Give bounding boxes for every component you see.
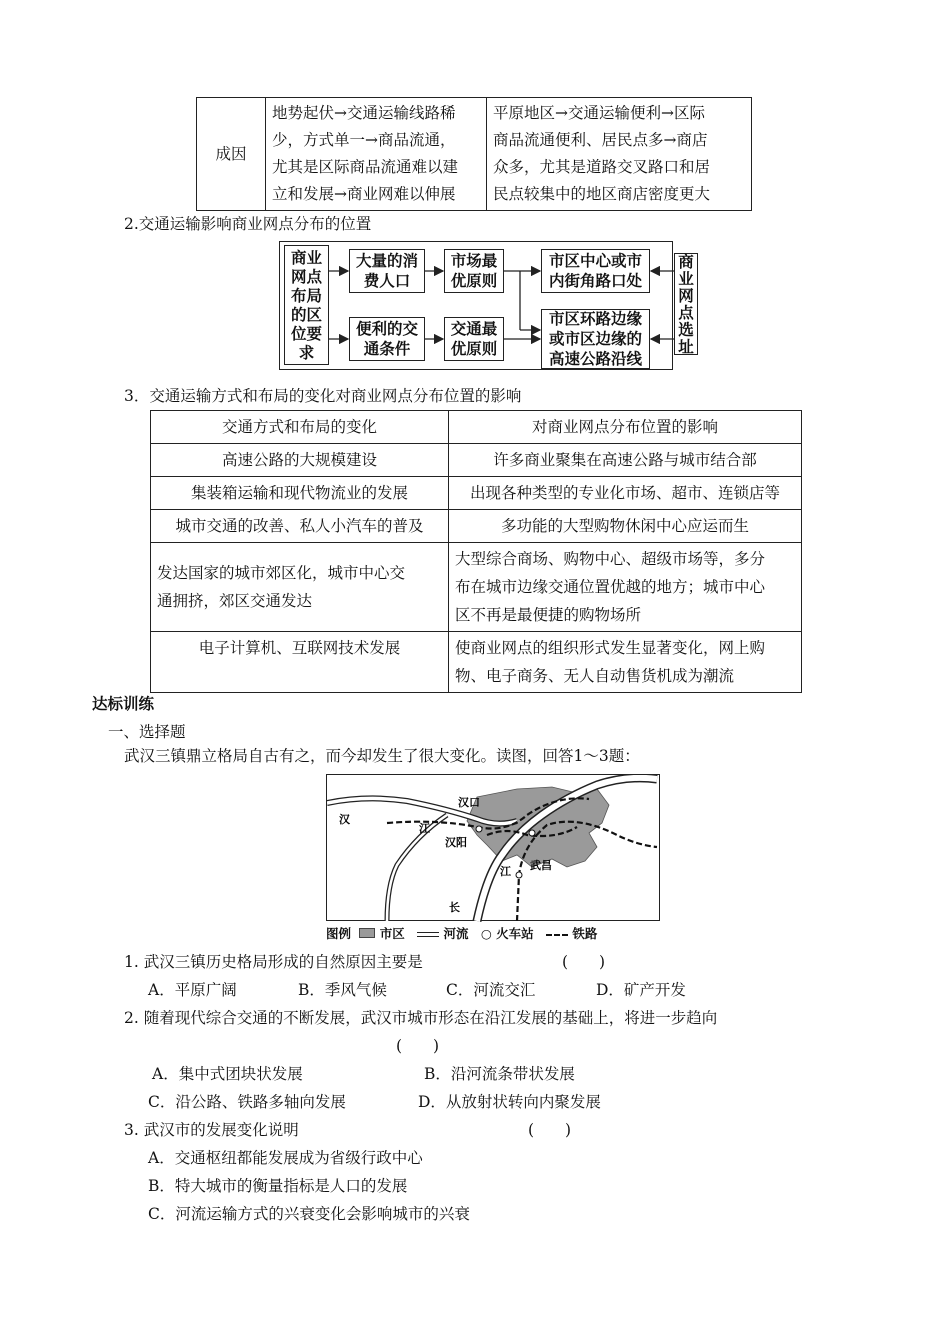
text-line: 商品流通便利、居民点多→商店 [493,131,708,149]
text-line: 位要 [290,324,322,343]
q2-option-b[interactable]: B．沿河流条带状发展 [424,1065,575,1083]
question-3-blank[interactable]: ( ) [528,1121,572,1139]
question-intro: 武汉三镇鼎立格局自古有之，而今却发生了很大变化。读图，回答1～3题： [124,747,640,765]
flow-arrows [0,0,950,400]
map-drawing [327,775,661,922]
question-2-stem: 2. 随着现代综合交通的不断发展，武汉市城市形态在沿江发展的基础上，将进一步趋向 [124,1009,718,1027]
section-heading-2: 2.交通运输影响商业网点分布的位置 [124,215,372,233]
table-cell: 多功能的大型购物休闲中心应运而生 [449,510,802,543]
text-line: 通条件 [363,339,411,358]
text-line: 业 [678,269,694,288]
text-line: 大型综合商场、购物中心、超级市场等，多分 [455,550,766,568]
text-line: 网点 [290,267,322,286]
impact-table [150,410,802,693]
text-line: 发达国家的城市郊区化，城市中心交 [157,564,406,582]
part-heading: 一、选择题 [108,723,186,741]
station-swatch-icon: ○ [480,926,492,941]
label-jiang-2: 江 [500,865,511,878]
text-line: 少，方式单一→商品流通， [272,131,456,149]
legend-title: 图例 [326,926,352,941]
text-line: 区不再是最便捷的购物场所 [455,606,642,624]
text-line: 布在城市边缘交通位置优越的地方；城市中心 [455,578,766,596]
text-line: 市区环路边缘 [548,309,642,328]
table-cell: 城市交通的改善、私人小汽车的普及 [151,510,449,543]
text-line: 民点较集中的地区商店密度更大 [493,185,711,203]
text-line: 市区中心或市 [548,251,642,270]
label-han: 汉 [339,813,350,826]
table-header: 对商业网点分布位置的影响 [449,411,802,444]
table-cell [449,543,802,632]
text-line: 费人口 [363,271,411,290]
table-cell: 集装箱运输和现代物流业的发展 [151,477,449,510]
urban-swatch-icon [359,928,375,938]
text-line: 通拥挤，郊区交通发达 [157,592,313,610]
text-line: 高速公路沿线 [548,349,642,368]
text-line: 众多，尤其是道路交叉路口和居 [493,158,711,176]
q3-option-a[interactable]: A．交通枢纽都能发展成为省级行政中心 [148,1149,423,1167]
table-cell [449,632,802,693]
q1-option-d[interactable]: D．矿产开发 [596,981,686,999]
table-header: 交通方式和布局的变化 [151,411,449,444]
text-line: 市场最 [450,251,498,270]
text-line: 优原则 [450,271,498,290]
text-line: 地势起伏→交通运输线路稀 [272,104,456,122]
q2-option-d[interactable]: D．从放射状转向内聚发展 [418,1093,601,1111]
table-cell [151,632,449,693]
text-line: 商业 [290,248,322,267]
label-chang: 长 [449,901,460,914]
text-line: 布局 [290,286,322,305]
cause-label: 成因 [197,98,266,211]
text-line: 点 [678,303,694,322]
wuhan-map [326,774,660,921]
question-2-blank[interactable]: ( ) [396,1037,440,1055]
q3-option-c[interactable]: C．河流运输方式的兴衰变化会影响城市的兴衰 [148,1205,470,1223]
legend-railway: 铁路 [572,926,598,941]
legend-river: 河流 [443,926,469,941]
text-line: 或市区边缘的 [548,329,642,348]
tributary-inner [387,815,447,921]
table-cell: 许多商业聚集在高速公路与城市结合部 [449,444,802,477]
text-line: 商 [678,252,694,271]
river-swatch-icon [417,932,439,937]
station-icon [516,872,522,878]
station-icon [476,826,482,832]
q3-option-b[interactable]: B．特大城市的衡量指标是人口的发展 [148,1177,408,1195]
label-hanyang: 汉阳 [445,836,467,849]
text-line: 址 [678,337,694,356]
table-cell [151,543,449,632]
text-line: 尤其是区际商品流通难以建 [272,158,459,176]
q2-option-a[interactable]: A．集中式团块状发展 [152,1065,303,1083]
q1-option-b[interactable]: B．季风气候 [298,981,387,999]
question-1-blank[interactable]: ( ) [562,953,606,971]
label-jiang: 江 [419,822,430,835]
legend-urban: 市区 [379,926,405,941]
question-3-stem: 3. 武汉市的发展变化说明 [124,1121,299,1139]
text-line: 便利的交 [355,319,418,338]
q1-option-c[interactable]: C．河流交汇 [446,981,536,999]
table-cell: 高速公路的大规模建设 [151,444,449,477]
q1-option-a[interactable]: A．平原广阔 [148,981,237,999]
text-line: 选 [678,320,694,339]
railway-swatch-icon [546,934,568,936]
text-line: 交通最 [450,319,498,338]
text-line: 立和发展→商业网难以伸展 [272,185,456,203]
text-line: 物、电子商务、无人自动售货机成为潮流 [455,667,735,685]
training-title: 达标训练 [92,695,155,713]
question-1-stem: 1. 武汉三镇历史格局形成的自然原因主要是 [124,953,423,971]
map-legend [326,924,597,942]
q2-option-c[interactable]: C．沿公路、铁路多轴向发展 [148,1093,346,1111]
text-line: 内街角路口处 [548,271,642,290]
text-line: 平原地区→交通运输便利→区际 [493,104,705,122]
text-line: 使商业网点的组织形式发生显著变化，网上购 [455,639,766,657]
text-line: 求 [298,343,315,362]
table-cell: 出现各种类型的专业化市场、超市、连锁店等 [449,477,802,510]
text-line: 电子计算机、互联网技术发展 [198,639,401,657]
label-wuchang: 武昌 [530,859,552,872]
legend-station: 火车站 [496,926,534,941]
text-line: 的区 [290,305,322,324]
station-icon [529,830,535,836]
text-line: 优原则 [450,339,498,358]
text-line: 大量的消 [355,251,418,270]
section-heading-3: 3．交通运输方式和布局的变化对商业网点分布位置的影响 [124,387,522,405]
text-line: 网 [678,286,694,305]
label-hankou: 汉口 [458,796,480,809]
